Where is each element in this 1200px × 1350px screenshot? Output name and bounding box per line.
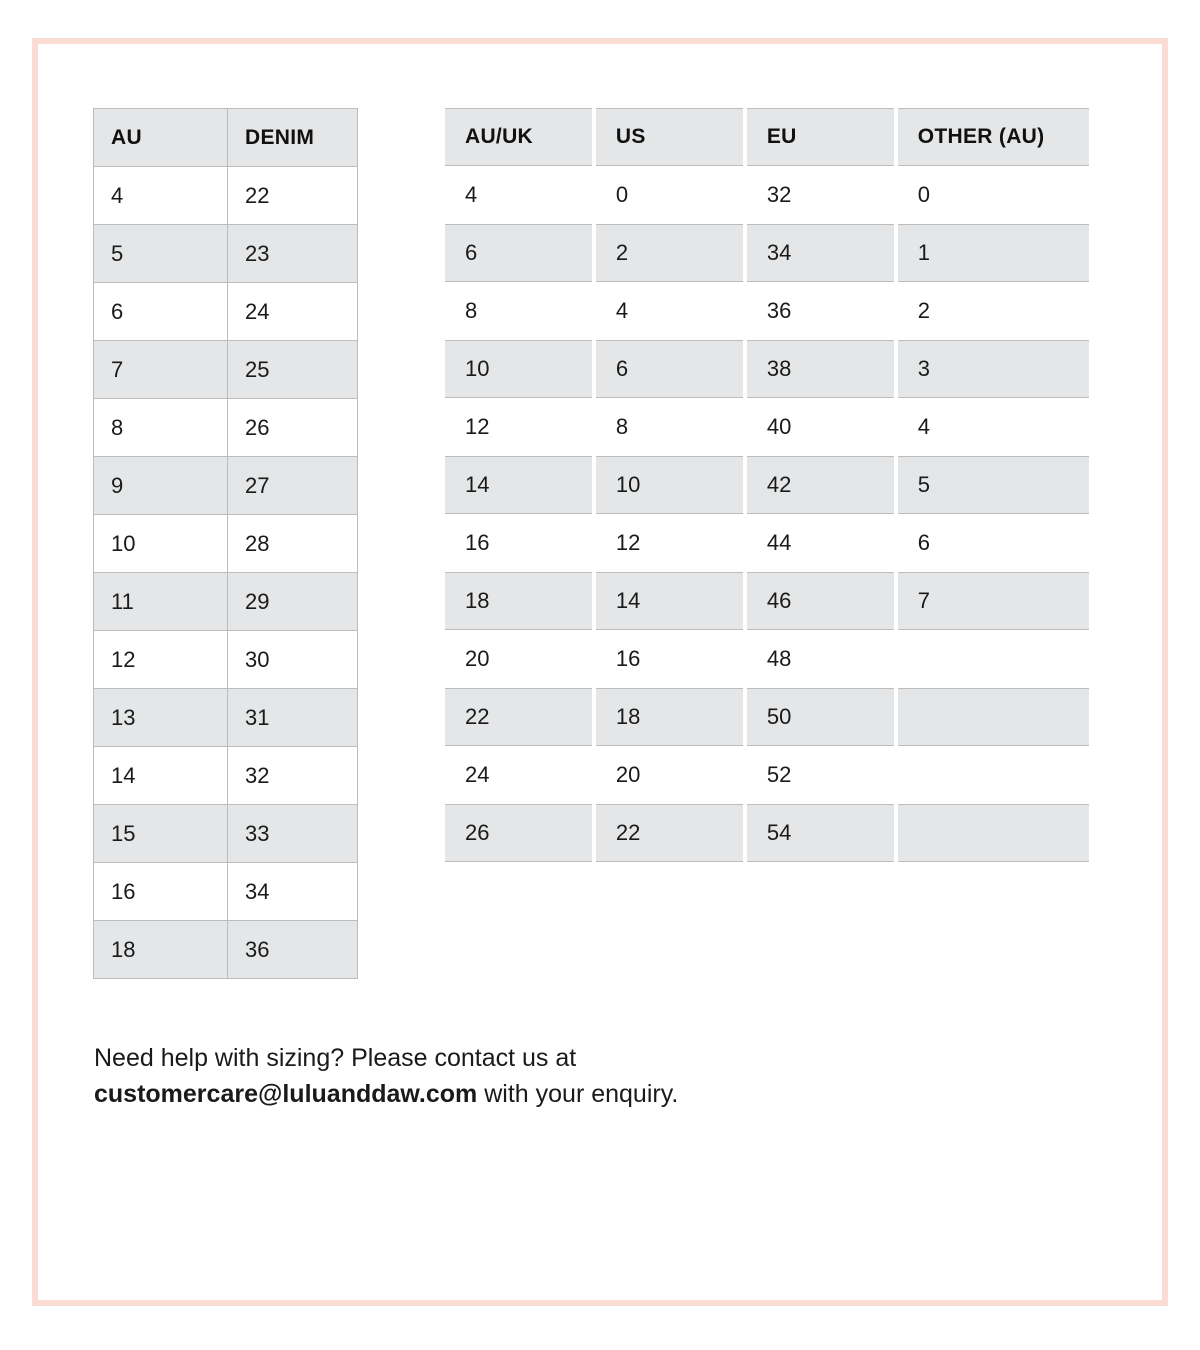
- cell-eu: 48: [747, 630, 894, 688]
- table-row: [94, 573, 358, 631]
- cell-denim: 31: [228, 689, 358, 747]
- cell-other-au: 4: [898, 398, 1089, 456]
- cell-denim: 30: [228, 631, 358, 689]
- cell-us: 20: [596, 746, 743, 804]
- cell-au: 5: [94, 225, 228, 283]
- table-row: [94, 225, 358, 283]
- sizing-help-line-2-tail: with your enquiry.: [477, 1080, 679, 1109]
- cell-denim: 29: [228, 573, 358, 631]
- cell-eu: 32: [747, 166, 894, 224]
- cell-au: 12: [94, 631, 228, 689]
- cell-au-uk: 26: [445, 804, 592, 862]
- cell-au: 4: [94, 167, 228, 225]
- cell-other-au: 5: [898, 456, 1089, 514]
- cell-au-uk: 12: [445, 398, 592, 456]
- sizing-help-line-1: Need help with sizing? Please contact us at: [94, 1044, 577, 1072]
- cell-denim: 36: [228, 921, 358, 979]
- cell-au: 18: [94, 921, 228, 979]
- cell-eu: 54: [747, 804, 894, 862]
- cell-other-au: 7: [898, 572, 1089, 630]
- denim-table-body: [94, 167, 358, 979]
- cell-au-uk: 22: [445, 688, 592, 746]
- cell-eu: 52: [747, 746, 894, 804]
- table-row: [445, 746, 1089, 804]
- cell-other-au: 6: [898, 514, 1089, 572]
- cell-denim: 22: [228, 167, 358, 225]
- table-row: [94, 863, 358, 921]
- table-row: [94, 341, 358, 399]
- cell-us: 12: [596, 514, 743, 572]
- cell-us: 6: [596, 340, 743, 398]
- cell-denim: 32: [228, 747, 358, 805]
- column-header-au-uk: AU/UK: [445, 108, 592, 166]
- cell-denim: 33: [228, 805, 358, 863]
- column-header-eu: EU: [747, 108, 894, 166]
- cell-au-uk: 10: [445, 340, 592, 398]
- table-row: [94, 399, 358, 457]
- cell-denim: 23: [228, 225, 358, 283]
- table-row: [445, 282, 1089, 340]
- cell-other-au: 0: [898, 166, 1089, 224]
- table-row: [445, 398, 1089, 456]
- cell-au-uk: 16: [445, 514, 592, 572]
- table-row: [445, 340, 1089, 398]
- cell-denim: 28: [228, 515, 358, 573]
- cell-denim: 24: [228, 283, 358, 341]
- cell-other-au: [898, 746, 1089, 804]
- denim-size-table: [93, 108, 358, 979]
- cell-au: 6: [94, 283, 228, 341]
- cell-au: 7: [94, 341, 228, 399]
- cell-au-uk: 24: [445, 746, 592, 804]
- cell-other-au: [898, 804, 1089, 862]
- cell-eu: 46: [747, 572, 894, 630]
- cell-au: 14: [94, 747, 228, 805]
- table-row: [445, 224, 1089, 282]
- cell-au-uk: 18: [445, 572, 592, 630]
- customer-care-email[interactable]: customercare@luluanddaw.com: [94, 1080, 478, 1109]
- cell-us: 4: [596, 282, 743, 340]
- cell-eu: 50: [747, 688, 894, 746]
- table-row: [94, 689, 358, 747]
- table-row: [94, 283, 358, 341]
- cell-us: 14: [596, 572, 743, 630]
- cell-au: 8: [94, 399, 228, 457]
- table-row: [94, 631, 358, 689]
- cell-us: 16: [596, 630, 743, 688]
- cell-us: 2: [596, 224, 743, 282]
- table-row: [94, 921, 358, 979]
- cell-au-uk: 20: [445, 630, 592, 688]
- table-row: [445, 688, 1089, 746]
- table-row: [445, 456, 1089, 514]
- cell-au-uk: 14: [445, 456, 592, 514]
- table-row: [445, 166, 1089, 224]
- table-row: [94, 457, 358, 515]
- cell-denim: 34: [228, 863, 358, 921]
- table-row: [445, 630, 1089, 688]
- table-header-row: [94, 109, 358, 167]
- table-row: [94, 167, 358, 225]
- table-row: [94, 515, 358, 573]
- table-row: [445, 804, 1089, 862]
- table-row: [445, 514, 1089, 572]
- column-header-us: US: [596, 108, 743, 166]
- cell-eu: 34: [747, 224, 894, 282]
- cell-other-au: 1: [898, 224, 1089, 282]
- cell-eu: 40: [747, 398, 894, 456]
- cell-au: 13: [94, 689, 228, 747]
- international-table-body: [445, 166, 1089, 862]
- cell-au-uk: 8: [445, 282, 592, 340]
- table-row: [94, 747, 358, 805]
- cell-eu: 36: [747, 282, 894, 340]
- column-header-other-au: OTHER (AU): [898, 108, 1089, 166]
- cell-denim: 26: [228, 399, 358, 457]
- column-header-denim: DENIM: [228, 109, 358, 167]
- column-header-au: AU: [94, 109, 228, 167]
- sizing-help-note: [94, 1040, 994, 1113]
- cell-au: 10: [94, 515, 228, 573]
- cell-other-au: [898, 688, 1089, 746]
- cell-us: 22: [596, 804, 743, 862]
- cell-other-au: 3: [898, 340, 1089, 398]
- cell-other-au: [898, 630, 1089, 688]
- cell-au: 15: [94, 805, 228, 863]
- cell-us: 0: [596, 166, 743, 224]
- cell-au-uk: 4: [445, 166, 592, 224]
- cell-us: 8: [596, 398, 743, 456]
- table-row: [445, 572, 1089, 630]
- cell-au: 11: [94, 573, 228, 631]
- cell-denim: 25: [228, 341, 358, 399]
- cell-other-au: 2: [898, 282, 1089, 340]
- cell-au-uk: 6: [445, 224, 592, 282]
- cell-eu: 38: [747, 340, 894, 398]
- table-header-row: [445, 108, 1089, 166]
- international-size-table: [441, 108, 1093, 862]
- cell-au: 9: [94, 457, 228, 515]
- cell-au: 16: [94, 863, 228, 921]
- cell-us: 18: [596, 688, 743, 746]
- table-row: [94, 805, 358, 863]
- cell-us: 10: [596, 456, 743, 514]
- cell-denim: 27: [228, 457, 358, 515]
- cell-eu: 44: [747, 514, 894, 572]
- cell-eu: 42: [747, 456, 894, 514]
